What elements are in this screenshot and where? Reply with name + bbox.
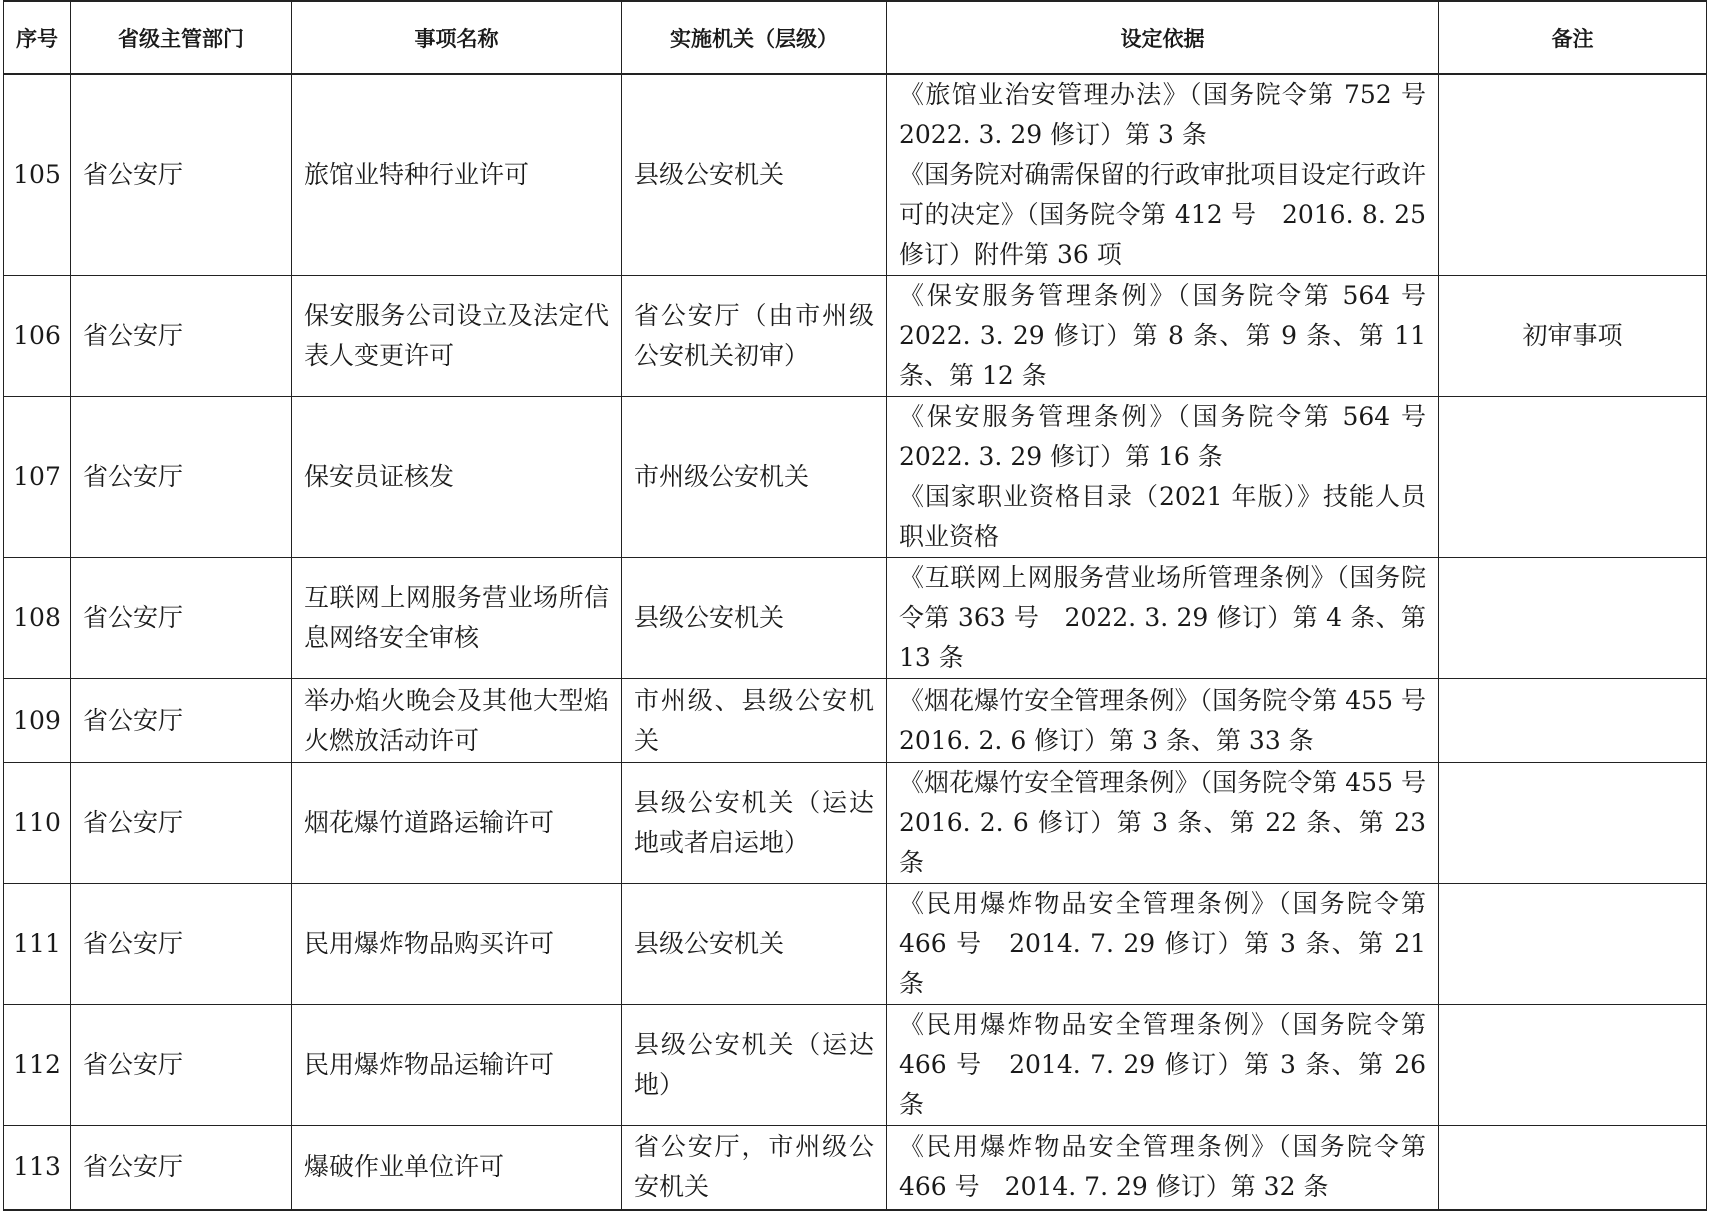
row-item-name: 保安员证核发 [292,397,622,558]
basis-line: 《国家职业资格目录（2021 年版）》技能人员职业资格 [899,482,1426,551]
basis-line: 《旅馆业治安管理办法》（国务院令第 752 号 2022. 3. 29 修订）第 3 条 [899,80,1426,149]
basis-line: 《烟花爆竹安全管理条例》（国务院令第 455 号 2016. 2. 6 修订）第 3 条、第 22 条、第 23 条 [899,768,1426,877]
row-number: 108 [4,558,71,679]
table-row [4,884,1707,1005]
row-agency: 县级公安机关（运达地或者启运地） [622,763,887,884]
row-number: 105 [4,74,71,276]
row-note [1439,1005,1707,1126]
permit-table [3,0,1707,1211]
row-basis [887,1126,1439,1210]
row-note [1439,763,1707,884]
row-dept: 省公安厅 [71,276,292,397]
row-basis [887,763,1439,884]
table-row [4,1005,1707,1126]
row-note [1439,1126,1707,1210]
table-row [4,763,1707,884]
basis-line: 《烟花爆竹安全管理条例》（国务院令第 455 号 2016. 2. 6 修订）第 3 条、第 33 条 [899,685,1426,755]
row-basis [887,397,1439,558]
row-agency: 县级公安机关（运达地） [622,1005,887,1126]
row-basis [887,679,1439,763]
table-body [4,74,1707,1210]
table-row [4,397,1707,558]
row-dept: 省公安厅 [71,558,292,679]
row-note [1439,558,1707,679]
row-number: 110 [4,763,71,884]
basis-line: 《国务院对确需保留的行政审批项目设定行政许可的决定》（国务院令第 412 号 2016. 8. 25 修订）附件第 36 项 [899,160,1426,269]
row-item-name: 爆破作业单位许可 [292,1126,622,1210]
row-basis [887,276,1439,397]
header-no: 序号 [4,1,71,74]
row-note [1439,397,1707,558]
row-basis [887,1005,1439,1126]
row-dept: 省公安厅 [71,74,292,276]
basis-line: 《互联网上网服务营业场所管理条例》（国务院令第 363 号 2022. 3. 29 修订）第 4 条、第 13 条 [899,563,1426,672]
row-number: 106 [4,276,71,397]
row-item-name: 保安服务公司设立及法定代表人变更许可 [292,276,622,397]
row-note [1439,884,1707,1005]
row-basis [887,74,1439,276]
row-item-name: 举办焰火晚会及其他大型焰火燃放活动许可 [292,679,622,763]
row-agency: 县级公安机关 [622,74,887,276]
row-item-name: 烟花爆竹道路运输许可 [292,763,622,884]
table-row [4,679,1707,763]
row-dept: 省公安厅 [71,679,292,763]
row-note [1439,74,1707,276]
basis-line: 《民用爆炸物品安全管理条例》（国务院令第 466 号 2014. 7. 29 修订）第 3 条、第 26 条 [899,1010,1426,1119]
row-agency: 省公安厅（由市州级公安机关初审） [622,276,887,397]
row-item-name: 民用爆炸物品运输许可 [292,1005,622,1126]
basis-line: 《保安服务管理条例》（国务院令第 564 号 2022. 3. 29 修订）第 8 条、第 9 条、第 11 条、第 12 条 [899,281,1426,390]
row-item-name: 旅馆业特种行业许可 [292,74,622,276]
table-row [4,74,1707,276]
row-number: 112 [4,1005,71,1126]
row-basis [887,558,1439,679]
header-basis: 设定依据 [887,1,1439,74]
header-item: 事项名称 [292,1,622,74]
row-agency: 县级公安机关 [622,884,887,1005]
header-agency: 实施机关（层级） [622,1,887,74]
table-header-row [4,1,1707,74]
table-row [4,276,1707,397]
row-item-name: 互联网上网服务营业场所信息网络安全审核 [292,558,622,679]
row-agency: 市州级公安机关 [622,397,887,558]
row-agency: 市州级、县级公安机关 [622,679,887,763]
row-dept: 省公安厅 [71,763,292,884]
row-dept: 省公安厅 [71,1005,292,1126]
basis-line: 《民用爆炸物品安全管理条例》（国务院令第 466 号 2014. 7. 29 修订）第 3 条、第 21 条 [899,889,1426,998]
basis-line: 《保安服务管理条例》（国务院令第 564 号 2022. 3. 29 修订）第 16 条 [899,402,1426,471]
row-basis [887,884,1439,1005]
row-number: 109 [4,679,71,763]
row-number: 107 [4,397,71,558]
row-dept: 省公安厅 [71,397,292,558]
table-row [4,1126,1707,1210]
row-note [1439,679,1707,763]
row-number: 113 [4,1126,71,1210]
row-agency: 县级公安机关 [622,558,887,679]
header-dept: 省级主管部门 [71,1,292,74]
header-note: 备注 [1439,1,1707,74]
row-dept: 省公安厅 [71,1126,292,1210]
basis-line: 《民用爆炸物品安全管理条例》（国务院令第 466 号 2014. 7. 29 修订）第 32 条 [899,1132,1426,1202]
row-item-name: 民用爆炸物品购买许可 [292,884,622,1005]
table-row [4,558,1707,679]
row-dept: 省公安厅 [71,884,292,1005]
row-note: 初审事项 [1439,276,1707,397]
row-number: 111 [4,884,71,1005]
row-agency: 省公安厅，市州级公安机关 [622,1126,887,1210]
